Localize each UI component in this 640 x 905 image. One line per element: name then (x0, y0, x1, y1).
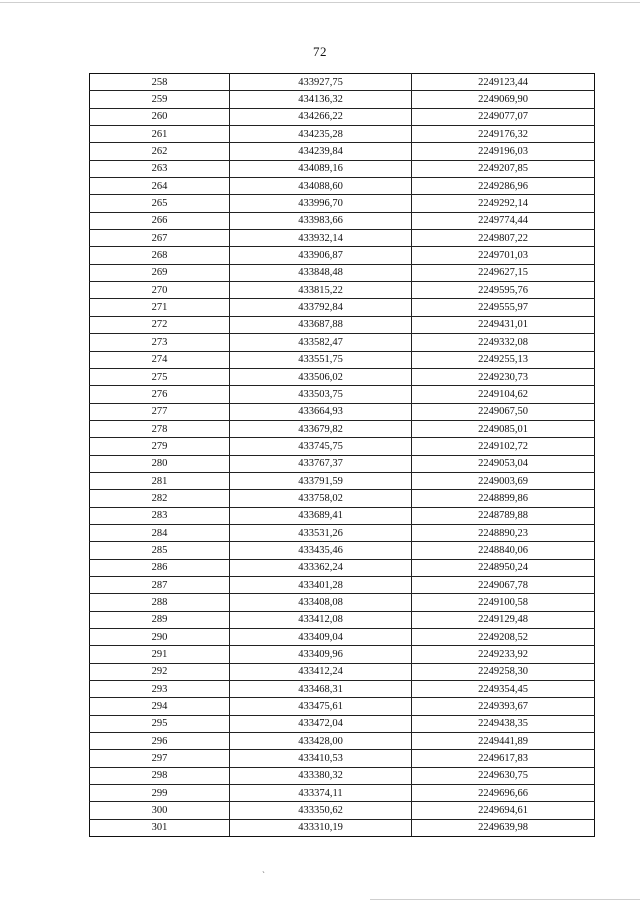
y-coordinate-cell: 2249176,32 (412, 126, 595, 143)
x-coordinate-cell: 433410,53 (230, 750, 412, 767)
x-coordinate-cell: 433582,47 (230, 334, 412, 351)
y-coordinate-cell: 2248890,23 (412, 524, 595, 541)
y-coordinate-cell: 2249207,85 (412, 160, 595, 177)
point-number-cell: 293 (90, 681, 230, 698)
point-number-cell: 285 (90, 542, 230, 559)
point-number-cell: 268 (90, 247, 230, 264)
point-number-cell: 289 (90, 611, 230, 628)
table-row (90, 542, 595, 559)
x-coordinate-cell: 433408,08 (230, 594, 412, 611)
scan-bottom-edge (370, 899, 640, 900)
y-coordinate-cell: 2249701,03 (412, 247, 595, 264)
table-row (90, 819, 595, 836)
point-number-cell: 275 (90, 368, 230, 385)
x-coordinate-cell: 434088,60 (230, 178, 412, 195)
point-number-cell: 297 (90, 750, 230, 767)
point-number-cell: 296 (90, 733, 230, 750)
point-number-cell: 295 (90, 715, 230, 732)
point-number-cell: 260 (90, 108, 230, 125)
x-coordinate-cell: 433409,04 (230, 629, 412, 646)
table-row (90, 455, 595, 472)
y-coordinate-cell: 2249053,04 (412, 455, 595, 472)
table-row (90, 403, 595, 420)
point-number-cell: 259 (90, 91, 230, 108)
table-row (90, 490, 595, 507)
point-number-cell: 263 (90, 160, 230, 177)
point-number-cell: 298 (90, 767, 230, 784)
table-row (90, 750, 595, 767)
x-coordinate-cell: 433468,31 (230, 681, 412, 698)
point-number-cell: 281 (90, 472, 230, 489)
point-number-cell: 264 (90, 178, 230, 195)
point-number-cell: 269 (90, 264, 230, 281)
table-row (90, 108, 595, 125)
coordinates-table-body (90, 74, 595, 837)
y-coordinate-cell: 2249807,22 (412, 230, 595, 247)
table-row (90, 368, 595, 385)
table-row (90, 386, 595, 403)
x-coordinate-cell: 433401,28 (230, 576, 412, 593)
x-coordinate-cell: 434239,84 (230, 143, 412, 160)
y-coordinate-cell: 2249230,73 (412, 368, 595, 385)
table-row (90, 420, 595, 437)
x-coordinate-cell: 433472,04 (230, 715, 412, 732)
table-row (90, 351, 595, 368)
y-coordinate-cell: 2248840,06 (412, 542, 595, 559)
x-coordinate-cell: 433927,75 (230, 74, 412, 91)
table-row (90, 524, 595, 541)
point-number-cell: 288 (90, 594, 230, 611)
point-number-cell: 261 (90, 126, 230, 143)
x-coordinate-cell: 433767,37 (230, 455, 412, 472)
table-row (90, 576, 595, 593)
x-coordinate-cell: 433310,19 (230, 819, 412, 836)
point-number-cell: 271 (90, 299, 230, 316)
x-coordinate-cell: 433983,66 (230, 212, 412, 229)
point-number-cell: 284 (90, 524, 230, 541)
table-row (90, 178, 595, 195)
x-coordinate-cell: 433475,61 (230, 698, 412, 715)
point-number-cell: 276 (90, 386, 230, 403)
table-row (90, 802, 595, 819)
y-coordinate-cell: 2249627,15 (412, 264, 595, 281)
x-coordinate-cell: 433792,84 (230, 299, 412, 316)
y-coordinate-cell: 2249438,35 (412, 715, 595, 732)
table-row (90, 611, 595, 628)
x-coordinate-cell: 433374,11 (230, 785, 412, 802)
point-number-cell: 290 (90, 629, 230, 646)
table-row (90, 160, 595, 177)
table-row (90, 785, 595, 802)
point-number-cell: 286 (90, 559, 230, 576)
scan-speck-mark: ` (262, 870, 265, 880)
table-row (90, 143, 595, 160)
y-coordinate-cell: 2249617,83 (412, 750, 595, 767)
point-number-cell: 272 (90, 316, 230, 333)
x-coordinate-cell: 433412,24 (230, 663, 412, 680)
x-coordinate-cell: 433689,41 (230, 507, 412, 524)
x-coordinate-cell: 433362,24 (230, 559, 412, 576)
y-coordinate-cell: 2249003,69 (412, 472, 595, 489)
x-coordinate-cell: 434136,32 (230, 91, 412, 108)
x-coordinate-cell: 433932,14 (230, 230, 412, 247)
y-coordinate-cell: 2249067,50 (412, 403, 595, 420)
table-row (90, 663, 595, 680)
y-coordinate-cell: 2249102,72 (412, 438, 595, 455)
point-number-cell: 283 (90, 507, 230, 524)
x-coordinate-cell: 433906,87 (230, 247, 412, 264)
point-number-cell: 258 (90, 74, 230, 91)
x-coordinate-cell: 433551,75 (230, 351, 412, 368)
point-number-cell: 294 (90, 698, 230, 715)
point-number-cell: 279 (90, 438, 230, 455)
table-row (90, 282, 595, 299)
page-number: 72 (313, 44, 327, 59)
table-row (90, 438, 595, 455)
x-coordinate-cell: 433758,02 (230, 490, 412, 507)
point-number-cell: 266 (90, 212, 230, 229)
point-number-cell: 291 (90, 646, 230, 663)
x-coordinate-cell: 433380,32 (230, 767, 412, 784)
y-coordinate-cell: 2248950,24 (412, 559, 595, 576)
y-coordinate-cell: 2249630,75 (412, 767, 595, 784)
x-coordinate-cell: 434266,22 (230, 108, 412, 125)
table-row (90, 681, 595, 698)
x-coordinate-cell: 433503,75 (230, 386, 412, 403)
table-row (90, 264, 595, 281)
table-row (90, 472, 595, 489)
table-row (90, 126, 595, 143)
y-coordinate-cell: 2249123,44 (412, 74, 595, 91)
y-coordinate-cell: 2249258,30 (412, 663, 595, 680)
x-coordinate-cell: 434235,28 (230, 126, 412, 143)
point-number-cell: 282 (90, 490, 230, 507)
x-coordinate-cell: 434089,16 (230, 160, 412, 177)
table-row (90, 74, 595, 91)
y-coordinate-cell: 2248899,86 (412, 490, 595, 507)
y-coordinate-cell: 2249393,67 (412, 698, 595, 715)
point-number-cell: 300 (90, 802, 230, 819)
y-coordinate-cell: 2249077,07 (412, 108, 595, 125)
y-coordinate-cell: 2249696,66 (412, 785, 595, 802)
y-coordinate-cell: 2249431,01 (412, 316, 595, 333)
y-coordinate-cell: 2248789,88 (412, 507, 595, 524)
y-coordinate-cell: 2249208,52 (412, 629, 595, 646)
y-coordinate-cell: 2249069,90 (412, 91, 595, 108)
table-row (90, 91, 595, 108)
table-row (90, 629, 595, 646)
x-coordinate-cell: 433435,46 (230, 542, 412, 559)
x-coordinate-cell: 433506,02 (230, 368, 412, 385)
point-number-cell: 278 (90, 420, 230, 437)
point-number-cell: 270 (90, 282, 230, 299)
point-number-cell: 299 (90, 785, 230, 802)
table-row (90, 646, 595, 663)
y-coordinate-cell: 2249085,01 (412, 420, 595, 437)
y-coordinate-cell: 2249104,62 (412, 386, 595, 403)
point-number-cell: 287 (90, 576, 230, 593)
table-row (90, 247, 595, 264)
x-coordinate-cell: 433428,00 (230, 733, 412, 750)
table-row (90, 698, 595, 715)
table-row (90, 195, 595, 212)
point-number-cell: 280 (90, 455, 230, 472)
x-coordinate-cell: 433848,48 (230, 264, 412, 281)
y-coordinate-cell: 2249255,13 (412, 351, 595, 368)
y-coordinate-cell: 2249441,89 (412, 733, 595, 750)
y-coordinate-cell: 2249555,97 (412, 299, 595, 316)
x-coordinate-cell: 433745,75 (230, 438, 412, 455)
y-coordinate-cell: 2249067,78 (412, 576, 595, 593)
table-row (90, 230, 595, 247)
x-coordinate-cell: 433679,82 (230, 420, 412, 437)
point-number-cell: 267 (90, 230, 230, 247)
x-coordinate-cell: 433815,22 (230, 282, 412, 299)
table-row (90, 316, 595, 333)
point-number-cell: 265 (90, 195, 230, 212)
y-coordinate-cell: 2249774,44 (412, 212, 595, 229)
y-coordinate-cell: 2249354,45 (412, 681, 595, 698)
table-row (90, 715, 595, 732)
table-row (90, 594, 595, 611)
point-number-cell: 262 (90, 143, 230, 160)
y-coordinate-cell: 2249332,08 (412, 334, 595, 351)
point-number-cell: 273 (90, 334, 230, 351)
y-coordinate-cell: 2249129,48 (412, 611, 595, 628)
table-row (90, 767, 595, 784)
point-number-cell: 301 (90, 819, 230, 836)
x-coordinate-cell: 433996,70 (230, 195, 412, 212)
coordinates-table (89, 73, 595, 837)
table-row (90, 733, 595, 750)
x-coordinate-cell: 433791,59 (230, 472, 412, 489)
y-coordinate-cell: 2249196,03 (412, 143, 595, 160)
y-coordinate-cell: 2249292,14 (412, 195, 595, 212)
y-coordinate-cell: 2249595,76 (412, 282, 595, 299)
scan-top-edge (0, 2, 640, 3)
table-row (90, 299, 595, 316)
x-coordinate-cell: 433687,88 (230, 316, 412, 333)
table-row (90, 212, 595, 229)
table-row (90, 559, 595, 576)
y-coordinate-cell: 2249286,96 (412, 178, 595, 195)
y-coordinate-cell: 2249694,61 (412, 802, 595, 819)
y-coordinate-cell: 2249639,98 (412, 819, 595, 836)
x-coordinate-cell: 433350,62 (230, 802, 412, 819)
y-coordinate-cell: 2249233,92 (412, 646, 595, 663)
x-coordinate-cell: 433531,26 (230, 524, 412, 541)
table-row (90, 334, 595, 351)
x-coordinate-cell: 433664,93 (230, 403, 412, 420)
table-row (90, 507, 595, 524)
x-coordinate-cell: 433409,96 (230, 646, 412, 663)
x-coordinate-cell: 433412,08 (230, 611, 412, 628)
point-number-cell: 274 (90, 351, 230, 368)
point-number-cell: 292 (90, 663, 230, 680)
y-coordinate-cell: 2249100,58 (412, 594, 595, 611)
point-number-cell: 277 (90, 403, 230, 420)
